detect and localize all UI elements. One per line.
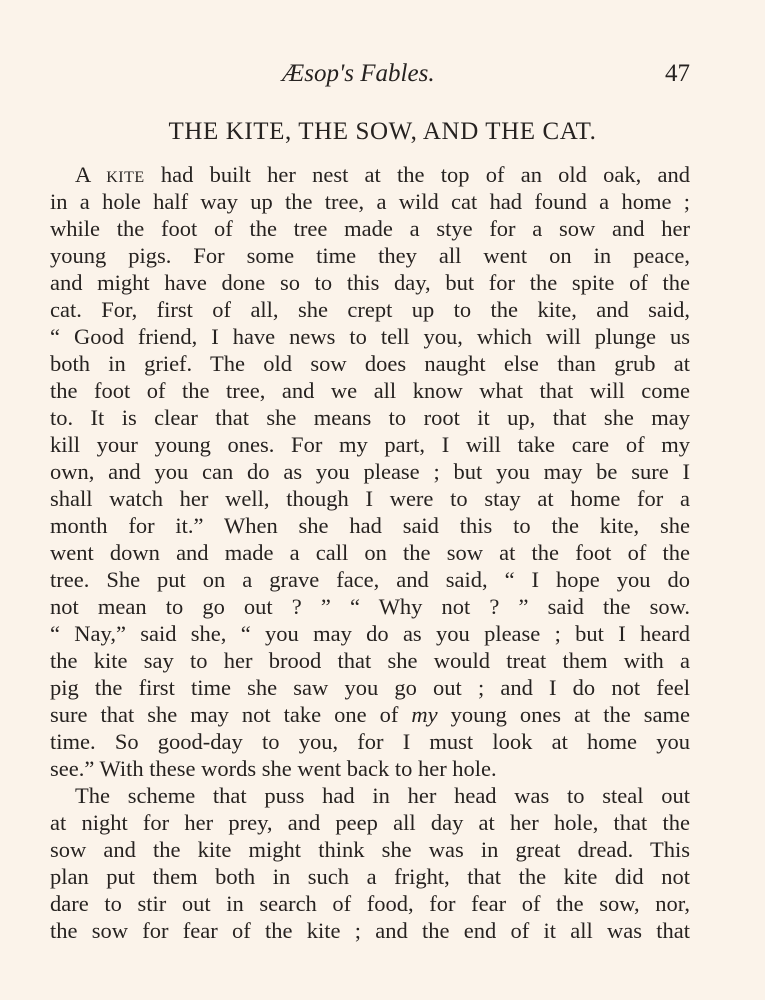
text-line: the sow for fear of the kite ; and the end of it all was that — [50, 918, 690, 943]
text-line: and might have done so to this day, but for the spite of the — [50, 270, 690, 295]
text-line: the kite say to her brood that she would treat them with a — [50, 648, 690, 673]
paragraph-end-line: see.” With these words she went back to her hole. — [50, 756, 497, 781]
text-line: pig the first time she saw you go out ; and I do not feel — [50, 675, 690, 700]
text-line: to. It is clear that she means to root it up, that she may — [50, 405, 690, 430]
text-line: own, and you can do as you please ; but you may be sure I — [50, 459, 690, 484]
running-title: Æsop's Fables. — [282, 60, 435, 87]
text-line: tree. She put on a grave face, and said, “ I hope you do — [50, 567, 690, 592]
page-number: 47 — [665, 60, 690, 87]
text-line-rest: had built her nest at the top of an old oak, and — [144, 162, 690, 187]
text-line: sow and the kite might think she was in great dread. This — [50, 837, 690, 862]
text-line — [50, 161, 690, 188]
fable-title: THE KITE, THE SOW, AND THE CAT. — [168, 118, 597, 145]
running-head — [0, 60, 765, 92]
paragraph-start-line: The scheme that puss had in her head was to steal out — [75, 783, 690, 808]
drop-letter: A — [75, 162, 91, 187]
text-line: cat. For, first of all, she crept up to the kite, and said, — [50, 297, 690, 322]
text-line: shall watch her well, though I were to stay at home for a — [50, 486, 690, 511]
text-line: both in grief. The old sow does naught else than grub at — [50, 351, 690, 376]
text-line: “ Good friend, I have news to tell you, which will plunge us — [50, 324, 690, 349]
text-line: in a hole half way up the tree, a wild cat had found a home ; — [50, 189, 690, 214]
text-line: not mean to go out ? ” “ Why not ? ” said the sow. — [50, 594, 690, 619]
text-line: “ Nay,” said she, “ you may do as you please ; but I heard — [50, 621, 690, 646]
text-line: the foot of the tree, and we all know what that will come — [50, 378, 690, 403]
fable-body — [50, 161, 690, 944]
italic-word: my — [411, 702, 438, 727]
text-line: kill your young ones. For my part, I will take care of my — [50, 432, 690, 457]
text-line: plan put them both in such a fright, that the kite did not — [50, 864, 690, 889]
text-line: month for it.” When she had said this to the kite, she — [50, 513, 690, 538]
text-line: while the foot of the tree made a stye for a sow and her — [50, 216, 690, 241]
text-line-end: young ones at the same — [437, 702, 690, 727]
text-line: at night for her prey, and peep all day at her hole, that the — [50, 810, 690, 835]
text-line: young pigs. For some time they all went on in peace, — [50, 243, 690, 268]
text-line: went down and made a call on the sow at the foot of the — [50, 540, 690, 565]
text-line: time. So good-day to you, for I must look at home you — [50, 729, 690, 754]
text-line — [50, 701, 690, 728]
text-line: dare to stir out in search of food, for fear of the sow, nor, — [50, 891, 690, 916]
smallcaps-word: kite — [106, 162, 145, 187]
text-line-start: sure that she may not take one of — [50, 702, 412, 727]
